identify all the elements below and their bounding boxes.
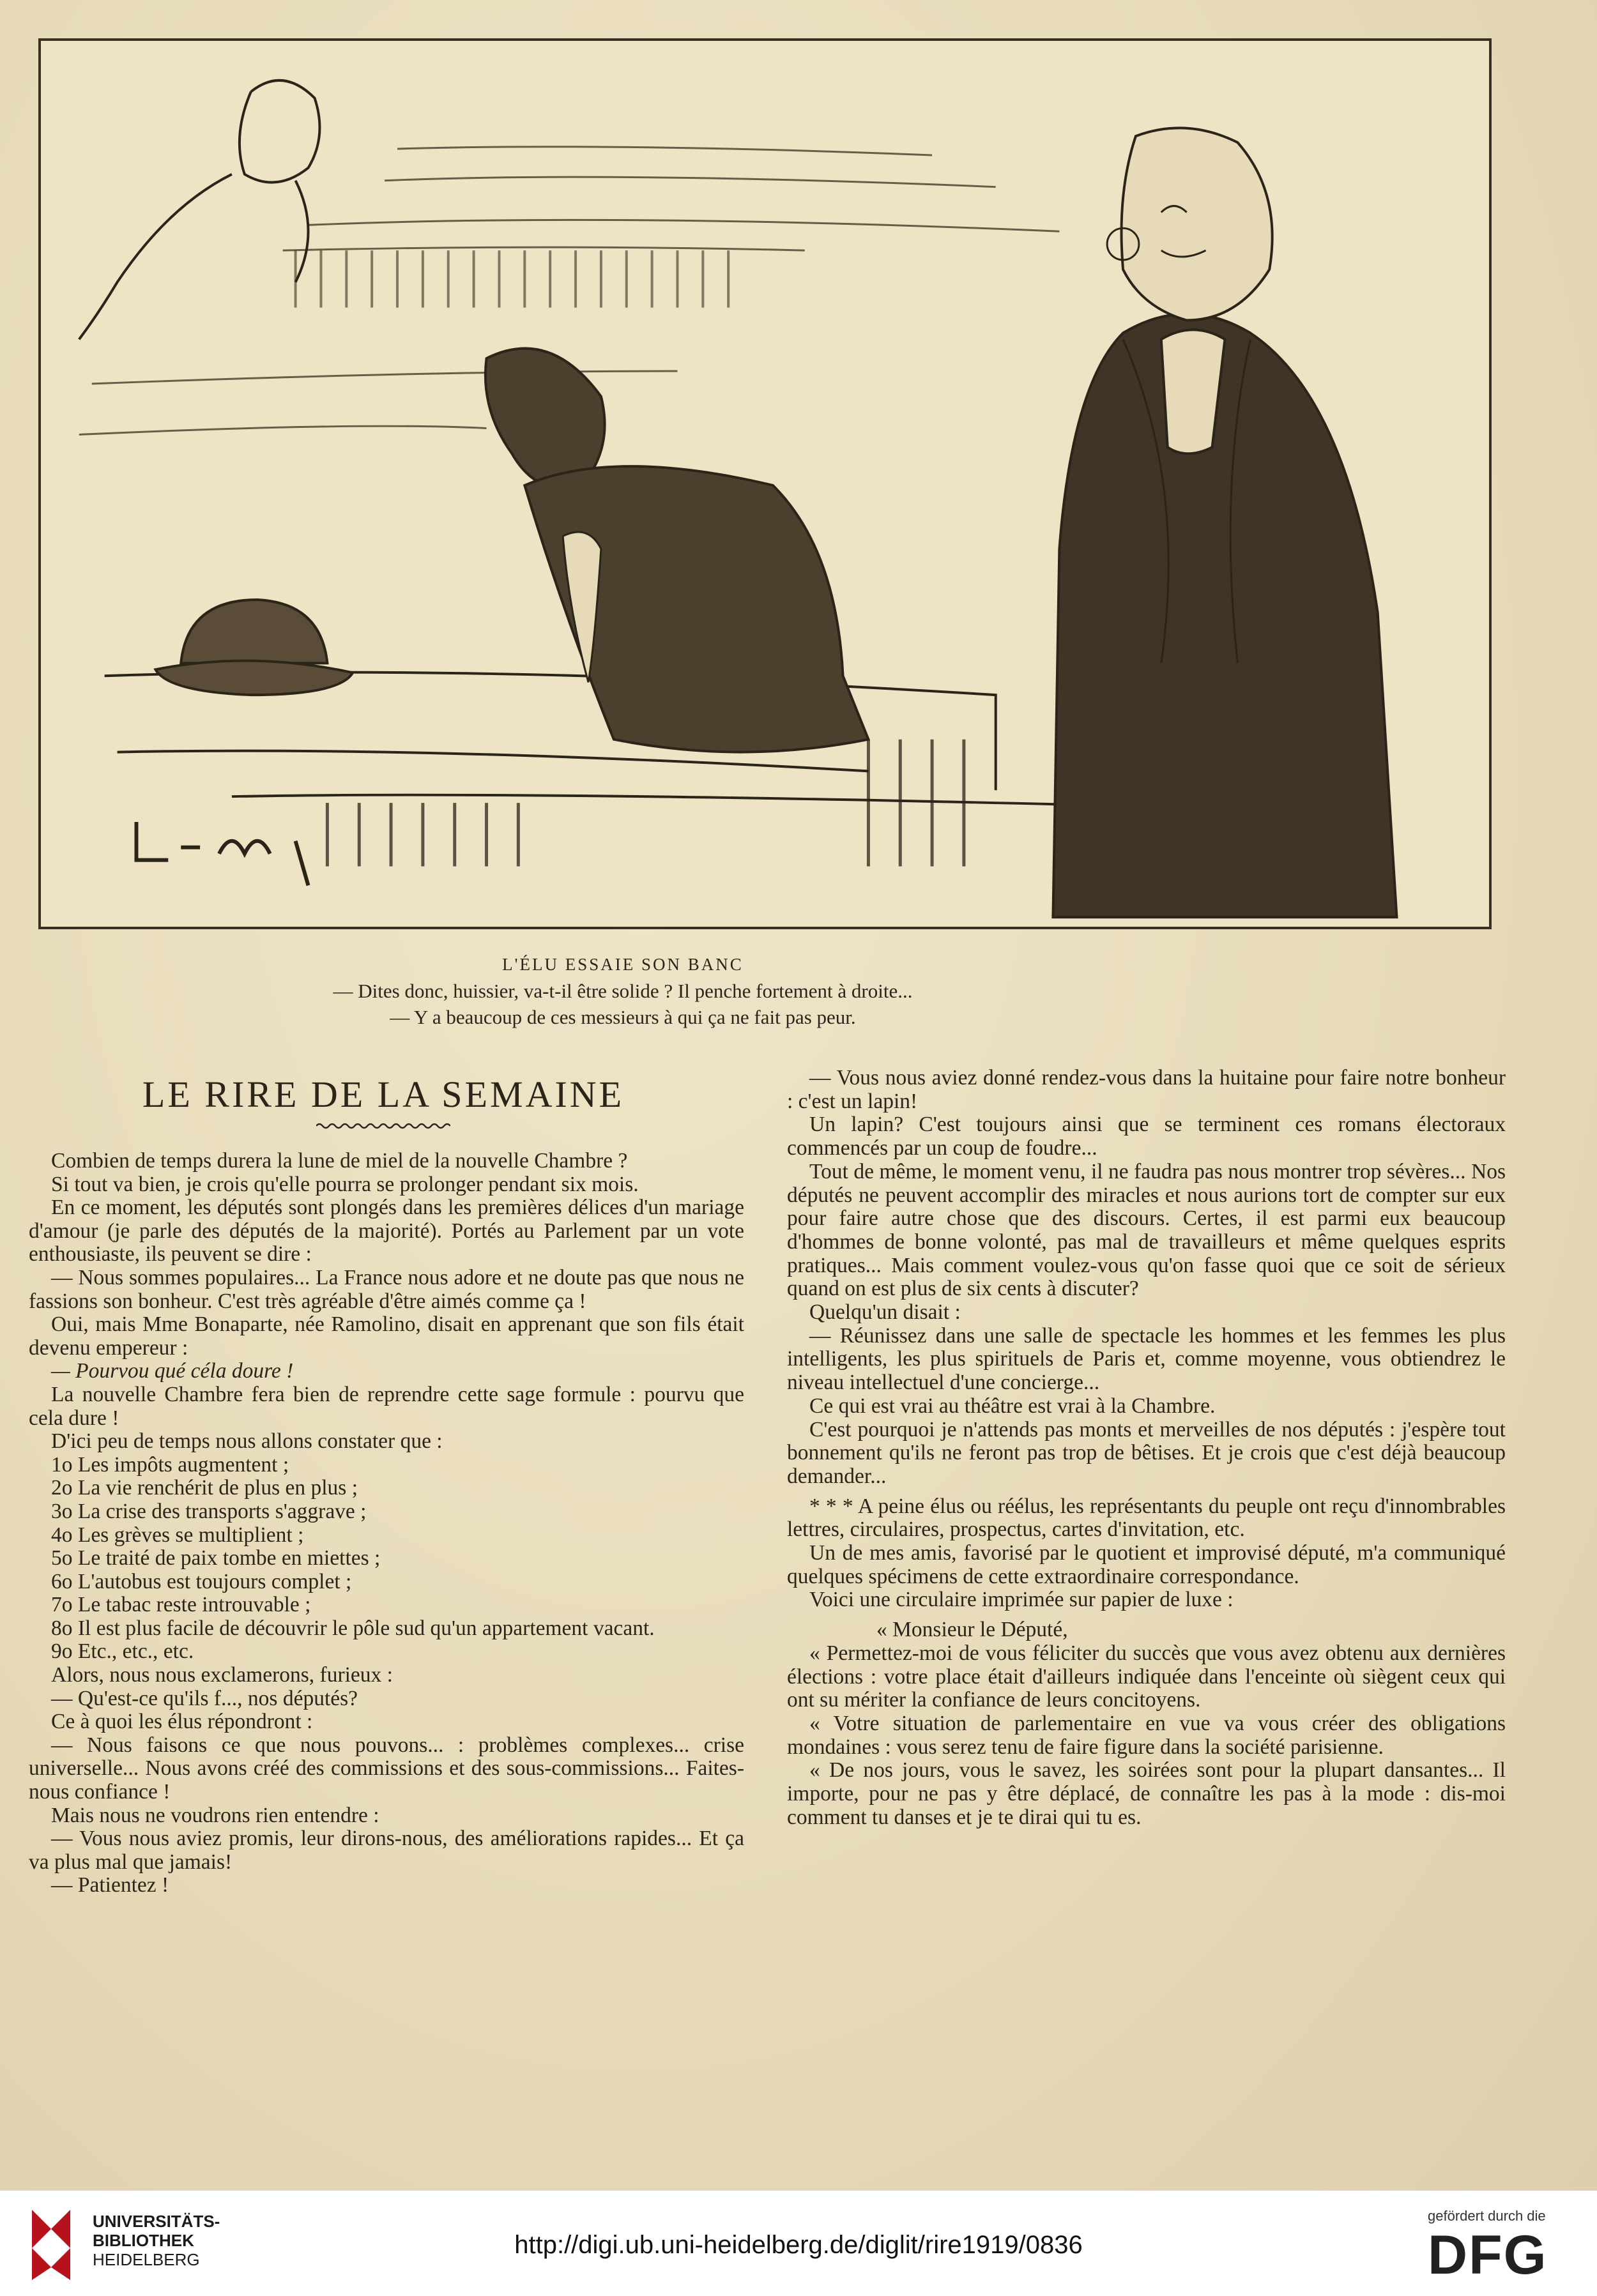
paragraph: Mais nous ne voudrons rien entendre :: [51, 1803, 379, 1827]
document-url-link[interactable]: http://digi.ub.uni-heidelberg.de/diglit/rire1919/0836: [514, 2231, 1083, 2259]
library-name-line: BIBLIOTHEK: [93, 2231, 194, 2250]
paragraph: Un lapin? C'est toujours ainsi que se terminent ces romans électoraux commencés par un coup de foudre...: [787, 1113, 1506, 1160]
list-item: 9o Etc., etc., etc.: [51, 1639, 194, 1664]
paragraph: Oui, mais Mme Bonaparte, née Ramolino, disait en apprenant que son fils était devenu empereur :: [29, 1312, 744, 1360]
library-name-line: HEIDELBERG: [93, 2250, 200, 2269]
paragraph: Voici une circulaire imprimée sur papier de luxe :: [809, 1588, 1234, 1612]
list-item: 3o La crise des transports s'aggrave ;: [51, 1499, 367, 1523]
cartoon-illustration: [38, 38, 1492, 929]
library-name-line: UNIVERSITÄTS-: [93, 2212, 220, 2231]
section-break-stars: [787, 1495, 1506, 1542]
article-headline: LE RIRE DE LA SEMAINE: [142, 1074, 625, 1115]
paragraph: En ce moment, les députés sont plongés dans les premières délices d'un mariage d'amour (je parle des députés de la majorité). Portés au Parlement par un vote enthousiaste, ils peuvent se dire :: [29, 1196, 744, 1266]
list-item: 5o Le traité de paix tombe en miettes ;: [51, 1546, 381, 1570]
paragraph: Ce qui est vrai au théâtre est vrai à la Chambre.: [809, 1394, 1216, 1418]
illustration-caption: [160, 952, 1086, 1030]
paragraph: — Réunissez dans une salle de spectacle les hommes et les femmes les plus intelligents, les plus spirituels de Paris et, comme moyenne, vous obtiendrez le niveau intellectuel d'une concierge...: [787, 1323, 1506, 1395]
paragraph: D'ici peu de temps nous allons constater que :: [51, 1429, 443, 1454]
paragraph: — Qu'est-ce qu'ils f..., nos députés?: [51, 1686, 358, 1710]
list-item: 6o L'autobus est toujours complet ;: [51, 1569, 352, 1593]
paragraph: — Vous nous aviez promis, leur dirons-nous, des améliorations rapides... Et ça va plus mal que jamais!: [29, 1827, 744, 1874]
paragraph: Alors, nous nous exclamerons, furieux :: [51, 1663, 393, 1687]
paragraph: Un de mes amis, favorisé par le quotient et improvisé député, m'a communiqué quelques spécimens de cette extraordinaire correspondance.: [787, 1541, 1506, 1588]
paragraph: Ce à quoi les élus répondront :: [51, 1710, 313, 1734]
headline-ornament: [316, 1121, 450, 1131]
letter-paragraph: « De nos jours, vous le savez, les soirées sont pour la plupart dansantes... Il importe, pour ne pas y être déplacé, de connaître les pas à la mode : dis-moi comment tu danses et je te dirai qui tu es.: [787, 1758, 1506, 1829]
paragraph: — Nous sommes populaires... La France nous adore et ne doute pas que nous ne fassions son bonheur. C'est très agréable d'être aimés comme ça !: [29, 1265, 744, 1313]
article-right-column: [787, 1067, 1506, 1830]
letter-salutation: « Monsieur le Député,: [876, 1618, 1068, 1642]
stars-glyph: * * *: [809, 1494, 853, 1518]
list-item: 8o Il est plus facile de découvrir le pôle sud qu'un appartement vacant.: [51, 1616, 655, 1640]
dfg-logo: DFG: [1428, 2224, 1548, 2286]
paragraph: Si tout va bien, je crois qu'elle pourra se prolonger pendant six mois.: [51, 1172, 639, 1196]
caption-line: — Y a beaucoup de ces messieurs à qui ça ne fait pas peur.: [390, 1006, 856, 1028]
list-item: 7o Le tabac reste introuvable ;: [51, 1593, 311, 1617]
paragraph: — Pourvou qué céla doure !: [51, 1359, 294, 1383]
paragraph: — Vous nous aviez donné rendez-vous dans la huitaine pour faire notre bonheur : c'est un lapin!: [787, 1066, 1506, 1113]
paragraph: C'est pourquoi je n'attends pas monts et merveilles de nos députés : j'espère tout bonnement qu'ils ne feront pas trop de bêtises. Et je crois que c'est déjà beaucoup demander...: [787, 1417, 1506, 1488]
paragraph: Tout de même, le moment venu, il ne faudra pas nous montrer trop sévères... Nos députés ne peuvent accomplir des miracles et nous aurions tort de compter sur eux pour faire autre chose que des discours. Certes, il est parmi eux beaucoup d'hommes de bonne volonté, pas mal de travailleurs et même quelques esprits pratiques... Mais comment voulez-vous qu'on fasse quoi que ce soit de sérieux quand on est plus de six cents à discuter?: [787, 1159, 1506, 1301]
paragraph: A peine élus ou réélus, les représentants du peuple ont reçu d'innombrables lettres, circulaires, prospectus, cartes d'invitation, etc.: [787, 1494, 1506, 1542]
caption-title: L'ÉLU ESSAIE SON BANC: [502, 955, 744, 974]
dfg-tagline: gefördert durch die: [1428, 2208, 1546, 2224]
paragraph: Combien de temps durera la lune de miel de la nouvelle Chambre ?: [51, 1149, 628, 1173]
artist-signature: [136, 822, 308, 885]
caption-line: — Dites donc, huissier, va-t-il être solide ? Il penche fortement à droite...: [333, 980, 913, 1002]
list-item: 2o La vie renchérit de plus en plus ;: [51, 1476, 358, 1500]
paragraph: — Nous faisons ce que nous pouvons... : problèmes complexes... crise universelle... Nous avons créé des commissions et des sous-commissions... Faites-nous confiance !: [29, 1733, 744, 1804]
paragraph: Quelqu'un disait :: [809, 1300, 961, 1325]
letter-paragraph: « Permettez-moi de vous féliciter du succès que vous avez obtenu aux dernières élections : votre place était d'ailleurs indiquée dans l'enceinte où siègent ceux qui ont su mériter la confiance de leurs concitoyens.: [787, 1641, 1506, 1712]
list-item: 4o Les grèves se multiplient ;: [51, 1523, 304, 1547]
article-left-column: [29, 1150, 744, 1897]
list-item: 1o Les impôts augmentent ;: [51, 1452, 289, 1477]
letter-paragraph: « Votre situation de parlementaire en vue va vous créer des obligations mondaines : vous serez tenu de faire figure dans la société parisienne.: [787, 1711, 1506, 1759]
paragraph: La nouvelle Chambre fera bien de reprendre cette sage formule : pourvu que cela dure !: [29, 1382, 744, 1430]
paragraph: — Patientez !: [51, 1873, 169, 1897]
